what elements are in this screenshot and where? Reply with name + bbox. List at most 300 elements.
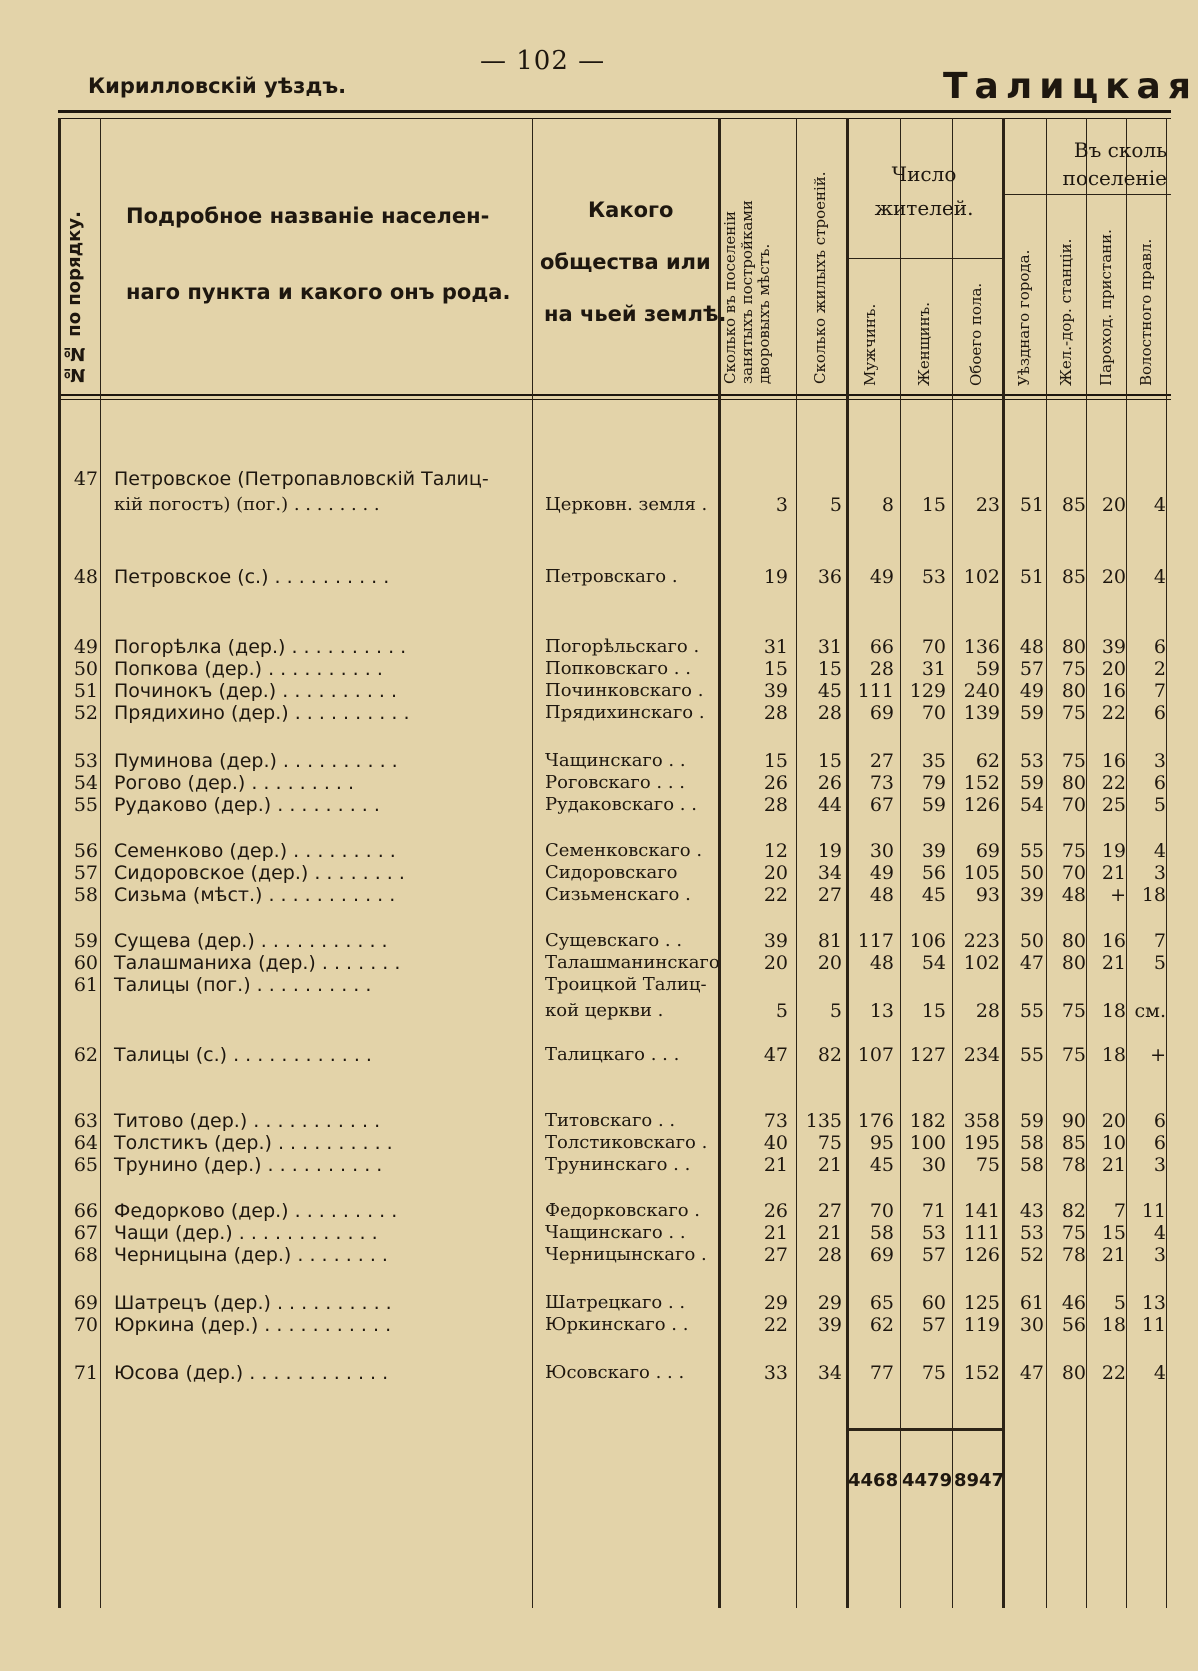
cell-w: 71 xyxy=(921,1200,946,1222)
cell-m: 8 xyxy=(881,494,894,516)
cell-t: 111 xyxy=(963,1222,1000,1244)
cell-y: 39 xyxy=(763,680,788,702)
cell-d2: 78 xyxy=(1061,1154,1086,1176)
row-place-name: Прядихино (дер.) . . . . . . . . . . xyxy=(114,702,410,724)
cell-m: 111 xyxy=(857,680,894,702)
cell-t: 358 xyxy=(963,1110,1000,1132)
cell-d1: 55 xyxy=(1019,840,1044,862)
cell-d1: 50 xyxy=(1019,930,1044,952)
row-number: 67 xyxy=(73,1222,98,1244)
cell-d4: 11 xyxy=(1141,1200,1166,1222)
row-place-name: Талашманиха (дер.) . . . . . . . xyxy=(114,952,401,974)
cell-d2: 75 xyxy=(1061,702,1086,724)
cell-m: 176 xyxy=(857,1110,894,1132)
cell-t: 234 xyxy=(963,1044,1000,1066)
header-d-rail: Жел.-дор. станцiи. xyxy=(1057,238,1075,386)
cell-d2: 85 xyxy=(1061,494,1086,516)
row-place-name: Рогово (дер.) . . . . . . . . . xyxy=(114,772,355,794)
row-society: Юсовскаго . . . xyxy=(545,1362,685,1383)
cell-y: 40 xyxy=(763,1132,788,1154)
total-men: 4468 xyxy=(848,1470,899,1491)
cell-m: 28 xyxy=(869,658,894,680)
header-num: №№ по порядку. xyxy=(64,211,85,385)
row-society: Погорѣльскаго . xyxy=(545,636,700,657)
cell-d3: 15 xyxy=(1101,1222,1126,1244)
row-number: 69 xyxy=(73,1292,98,1314)
cell-d1: 58 xyxy=(1019,1132,1044,1154)
cell-m: 62 xyxy=(869,1314,894,1336)
cell-m: 107 xyxy=(857,1044,894,1066)
cell-d1: 55 xyxy=(1019,1044,1044,1066)
cell-m: 66 xyxy=(869,636,894,658)
cell-d4: 6 xyxy=(1153,1110,1166,1132)
cell-b: 44 xyxy=(817,794,842,816)
row-number: 53 xyxy=(73,750,98,772)
cell-d1: 43 xyxy=(1019,1200,1044,1222)
cell-d3: 18 xyxy=(1101,1044,1126,1066)
row-society: Починковскаго . xyxy=(545,680,704,701)
row-society: Сущевскаго . . xyxy=(545,930,683,951)
cell-d4: 13 xyxy=(1141,1292,1166,1314)
cell-d3: 22 xyxy=(1101,702,1126,724)
row-number: 55 xyxy=(73,794,98,816)
row-place-name: Починокъ (дер.) . . . . . . . . . . xyxy=(114,680,398,702)
cell-d3: 16 xyxy=(1101,930,1126,952)
cell-y: 22 xyxy=(763,884,788,906)
cell-y: 21 xyxy=(763,1154,788,1176)
cell-d4: 4 xyxy=(1153,566,1166,588)
row-place-name: Попкова (дер.) . . . . . . . . . . xyxy=(114,658,383,680)
row-society: Петровскаго . xyxy=(545,566,678,587)
row-number: 66 xyxy=(73,1200,98,1222)
cell-d1: 61 xyxy=(1019,1292,1044,1314)
row-society: Черницынскаго . xyxy=(545,1244,707,1265)
row-place-name: Чащи (дер.) . . . . . . . . . . . . xyxy=(114,1222,378,1244)
row-place-name: Талицы (с.) . . . . . . . . . . . . xyxy=(114,1044,372,1066)
cell-d3: 21 xyxy=(1101,1154,1126,1176)
cell-y: 15 xyxy=(763,750,788,772)
cell-d4: 6 xyxy=(1153,702,1166,724)
cell-y: 47 xyxy=(763,1044,788,1066)
header-buildings: Сколько жилыхъ строенiй. xyxy=(811,171,829,384)
row-society: Рудаковскаго . . xyxy=(545,794,697,815)
row-number: 58 xyxy=(73,884,98,906)
row-number: 56 xyxy=(73,840,98,862)
cell-t: 93 xyxy=(975,884,1000,906)
cell-t: 141 xyxy=(963,1200,1000,1222)
row-number: 64 xyxy=(73,1132,98,1154)
row-society: Толстиковскаго . xyxy=(545,1132,708,1153)
cell-m: 49 xyxy=(869,862,894,884)
cell-y: 73 xyxy=(763,1110,788,1132)
cell-y: 39 xyxy=(763,930,788,952)
cell-w: 54 xyxy=(921,952,946,974)
cell-m: 49 xyxy=(869,566,894,588)
row-place-name: Петровское (Петропавловскiй Талиц- xyxy=(114,468,489,490)
cell-b: 27 xyxy=(817,1200,842,1222)
cell-d2: 75 xyxy=(1061,1044,1086,1066)
cell-d4: 5 xyxy=(1153,952,1166,974)
cell-d1: 58 xyxy=(1019,1154,1044,1176)
cell-y: 3 xyxy=(775,494,788,516)
cell-t: 119 xyxy=(963,1314,1000,1336)
cell-d4: 3 xyxy=(1153,862,1166,884)
cell-d1: 47 xyxy=(1019,1362,1044,1384)
row-number: 68 xyxy=(73,1244,98,1266)
header-name-2: наго пункта и какого онъ рода. xyxy=(126,280,511,304)
cell-m: 65 xyxy=(869,1292,894,1314)
row-place-name: Петровское (с.) . . . . . . . . . . xyxy=(114,566,390,588)
cell-w: 53 xyxy=(921,1222,946,1244)
cell-d1: 59 xyxy=(1019,702,1044,724)
cell-d4: 5 xyxy=(1153,794,1166,816)
cell-d2: 80 xyxy=(1061,772,1086,794)
cell-t: 23 xyxy=(975,494,1000,516)
cell-b: 34 xyxy=(817,1362,842,1384)
row-place-name: Шатрецъ (дер.) . . . . . . . . . . xyxy=(114,1292,392,1314)
cell-d2: 70 xyxy=(1061,862,1086,884)
row-society: Талашманинскаго xyxy=(545,952,720,973)
volost-title: Талицкая xyxy=(943,66,1198,107)
cell-b: 135 xyxy=(805,1110,842,1132)
cell-d2: 75 xyxy=(1061,1000,1086,1022)
cell-d3: 7 xyxy=(1113,1200,1126,1222)
cell-b: 5 xyxy=(829,1000,842,1022)
cell-d3: 21 xyxy=(1101,862,1126,884)
row-place-name: Черницына (дер.) . . . . . . . . xyxy=(114,1244,388,1266)
cell-w: 53 xyxy=(921,566,946,588)
cell-b: 82 xyxy=(817,1044,842,1066)
cell-d4: 4 xyxy=(1153,1362,1166,1384)
row-place-name: Сизьма (мѣст.) . . . . . . . . . . . xyxy=(114,884,396,906)
cell-d1: 51 xyxy=(1019,494,1044,516)
cell-y: 21 xyxy=(763,1222,788,1244)
header-society-2: общества или xyxy=(540,250,711,274)
cell-d1: 47 xyxy=(1019,952,1044,974)
cell-b: 20 xyxy=(817,952,842,974)
row-society: Шатрецкаго . . xyxy=(545,1292,686,1313)
col-line xyxy=(532,118,533,1608)
row-place-name: Пуминова (дер.) . . . . . . . . . . xyxy=(114,750,398,772)
cell-d4: 4 xyxy=(1153,1222,1166,1244)
cell-d4: 3 xyxy=(1153,1154,1166,1176)
cell-b: 19 xyxy=(817,840,842,862)
row-society: Роговскаго . . . xyxy=(545,772,686,793)
cell-b: 15 xyxy=(817,750,842,772)
cell-d2: 85 xyxy=(1061,566,1086,588)
district-title: Кирилловскiй уѣздъ. xyxy=(88,74,347,98)
cell-m: 69 xyxy=(869,702,894,724)
cell-w: 45 xyxy=(921,884,946,906)
cell-d1: 53 xyxy=(1019,1222,1044,1244)
cell-b: 39 xyxy=(817,1314,842,1336)
cell-t: 195 xyxy=(963,1132,1000,1154)
cell-m: 73 xyxy=(869,772,894,794)
cell-y: 26 xyxy=(763,1200,788,1222)
cell-t: 125 xyxy=(963,1292,1000,1314)
cell-m: 117 xyxy=(857,930,894,952)
cell-w: 100 xyxy=(909,1132,946,1154)
row-number: 60 xyxy=(73,952,98,974)
cell-b: 34 xyxy=(817,862,842,884)
header-d-town: Уѣзднаго города. xyxy=(1015,249,1033,386)
cell-b: 75 xyxy=(817,1132,842,1154)
cell-d4: 4 xyxy=(1153,494,1166,516)
cell-d3: 16 xyxy=(1101,680,1126,702)
row-society: Юркинскаго . . xyxy=(545,1314,689,1335)
cell-w: 60 xyxy=(921,1292,946,1314)
row-society: Трунинскаго . . xyxy=(545,1154,691,1175)
cell-b: 27 xyxy=(817,884,842,906)
cell-d3: 19 xyxy=(1101,840,1126,862)
cell-w: 75 xyxy=(921,1362,946,1384)
cell-y: 31 xyxy=(763,636,788,658)
cell-d4: + xyxy=(1150,1044,1166,1066)
cell-w: 31 xyxy=(921,658,946,680)
row-place-name: Сидоровское (дер.) . . . . . . . . xyxy=(114,862,405,884)
cell-y: 28 xyxy=(763,702,788,724)
cell-d2: 56 xyxy=(1061,1314,1086,1336)
cell-d3: 22 xyxy=(1101,772,1126,794)
cell-d4: 4 xyxy=(1153,840,1166,862)
cell-y: 29 xyxy=(763,1292,788,1314)
cell-t: 126 xyxy=(963,794,1000,816)
cell-m: 27 xyxy=(869,750,894,772)
header-both: Обоего пола. xyxy=(967,282,985,386)
row-society: Талицкаго . . . xyxy=(545,1044,680,1065)
cell-d2: 80 xyxy=(1061,1362,1086,1384)
cell-d3: 25 xyxy=(1101,794,1126,816)
row-number: 50 xyxy=(73,658,98,680)
cell-y: 22 xyxy=(763,1314,788,1336)
cell-t: 62 xyxy=(975,750,1000,772)
cell-t: 102 xyxy=(963,952,1000,974)
cell-d2: 75 xyxy=(1061,658,1086,680)
cell-w: 15 xyxy=(921,494,946,516)
cell-d4: 3 xyxy=(1153,750,1166,772)
row-number: 65 xyxy=(73,1154,98,1176)
cell-m: 45 xyxy=(869,1154,894,1176)
cell-y: 27 xyxy=(763,1244,788,1266)
row-number: 47 xyxy=(73,468,98,490)
row-society: Чащинскаго . . xyxy=(545,1222,686,1243)
row-place-name: Толстикъ (дер.) . . . . . . . . . . xyxy=(114,1132,393,1154)
row-number: 71 xyxy=(73,1362,98,1384)
top-rule xyxy=(58,110,1171,113)
cell-d2: 75 xyxy=(1061,840,1086,862)
cell-w: 129 xyxy=(909,680,946,702)
cell-d3: 18 xyxy=(1101,1314,1126,1336)
cell-y: 20 xyxy=(763,862,788,884)
cell-w: 15 xyxy=(921,1000,946,1022)
cell-b: 28 xyxy=(817,702,842,724)
cell-w: 182 xyxy=(909,1110,946,1132)
total-women: 4479 xyxy=(902,1470,953,1491)
row-number: 49 xyxy=(73,636,98,658)
cell-d4: 11 xyxy=(1141,1314,1166,1336)
cell-d1: 48 xyxy=(1019,636,1044,658)
row-society: Чащинскаго . . xyxy=(545,750,686,771)
cell-m: 77 xyxy=(869,1362,894,1384)
header-society-1: Какого xyxy=(588,198,674,222)
cell-d3: 20 xyxy=(1101,1110,1126,1132)
cell-t: 126 xyxy=(963,1244,1000,1266)
row-place-name: Юркина (дер.) . . . . . . . . . . . xyxy=(114,1314,392,1336)
cell-w: 127 xyxy=(909,1044,946,1066)
cell-d1: 55 xyxy=(1019,1000,1044,1022)
row-number: 52 xyxy=(73,702,98,724)
cell-t: 139 xyxy=(963,702,1000,724)
col-line xyxy=(100,118,101,1608)
row-number: 54 xyxy=(73,772,98,794)
header-women: Женщинъ. xyxy=(915,302,933,386)
cell-d1: 49 xyxy=(1019,680,1044,702)
row-place-name: Юсова (дер.) . . . . . . . . . . . . xyxy=(114,1362,389,1384)
header-men: Мужчинъ. xyxy=(861,303,879,386)
cell-d4: 6 xyxy=(1153,772,1166,794)
cell-d3: 20 xyxy=(1101,566,1126,588)
distance-rule xyxy=(1002,194,1171,195)
cell-m: 48 xyxy=(869,884,894,906)
cell-d1: 59 xyxy=(1019,772,1044,794)
row-society: Троицкой Талиц- xyxy=(545,974,707,995)
cell-t: 152 xyxy=(963,772,1000,794)
cell-b: 31 xyxy=(817,636,842,658)
cell-m: 69 xyxy=(869,1244,894,1266)
cell-d2: 48 xyxy=(1061,884,1086,906)
cell-y: 26 xyxy=(763,772,788,794)
cell-t: 75 xyxy=(975,1154,1000,1176)
cell-d2: 90 xyxy=(1061,1110,1086,1132)
cell-w: 39 xyxy=(921,840,946,862)
cell-y: 19 xyxy=(763,566,788,588)
row-society: Прядихинскаго . xyxy=(545,702,705,723)
cell-d1: 59 xyxy=(1019,1110,1044,1132)
cell-b: 29 xyxy=(817,1292,842,1314)
cell-y: 15 xyxy=(763,658,788,680)
cell-t: 28 xyxy=(975,1000,1000,1022)
row-number: 70 xyxy=(73,1314,98,1336)
cell-w: 59 xyxy=(921,794,946,816)
cell-d3: 20 xyxy=(1101,494,1126,516)
row-place-name-cont: кiй погостъ) (пог.) . . . . . . . . xyxy=(114,494,380,515)
cell-d1: 52 xyxy=(1019,1244,1044,1266)
cell-d4: 6 xyxy=(1153,1132,1166,1154)
cell-b: 45 xyxy=(817,680,842,702)
row-society-cont: кой церкви . xyxy=(545,1000,664,1021)
cell-d4: 3 xyxy=(1153,1244,1166,1266)
cell-d2: 80 xyxy=(1061,636,1086,658)
cell-d1: 51 xyxy=(1019,566,1044,588)
cell-y: 28 xyxy=(763,794,788,816)
cell-d3: 20 xyxy=(1101,658,1126,680)
cell-d4: 2 xyxy=(1153,658,1166,680)
cell-d4: 7 xyxy=(1153,680,1166,702)
cell-t: 240 xyxy=(963,680,1000,702)
row-society: Сидоровскаго xyxy=(545,862,678,883)
cell-d2: 80 xyxy=(1061,680,1086,702)
cell-t: 69 xyxy=(975,840,1000,862)
page-number: — 102 — xyxy=(480,46,606,76)
row-number: 57 xyxy=(73,862,98,884)
cell-b: 28 xyxy=(817,1244,842,1266)
cell-t: 59 xyxy=(975,658,1000,680)
total-both: 8947 xyxy=(954,1470,1005,1491)
cell-d2: 75 xyxy=(1061,750,1086,772)
cell-d2: 78 xyxy=(1061,1244,1086,1266)
row-society: Церковн. земля . xyxy=(545,494,708,515)
row-number: 51 xyxy=(73,680,98,702)
cell-d1: 30 xyxy=(1019,1314,1044,1336)
cell-d1: 53 xyxy=(1019,750,1044,772)
cell-w: 57 xyxy=(921,1314,946,1336)
cell-d3: 16 xyxy=(1101,750,1126,772)
header-distance-1: Въ сколь xyxy=(1073,138,1167,162)
cell-m: 13 xyxy=(869,1000,894,1022)
row-place-name: Талицы (пог.) . . . . . . . . . . xyxy=(114,974,372,996)
row-society: Титовскаго . . xyxy=(545,1110,676,1131)
cell-y: 5 xyxy=(775,1000,788,1022)
cell-d2: 80 xyxy=(1061,952,1086,974)
row-society: Федорковскаго . xyxy=(545,1200,701,1221)
cell-d2: 46 xyxy=(1061,1292,1086,1314)
cell-m: 95 xyxy=(869,1132,894,1154)
cell-y: 20 xyxy=(763,952,788,974)
cell-b: 81 xyxy=(817,930,842,952)
cell-t: 105 xyxy=(963,862,1000,884)
cell-d2: 85 xyxy=(1061,1132,1086,1154)
cell-m: 48 xyxy=(869,952,894,974)
row-number: 63 xyxy=(73,1110,98,1132)
row-number: 61 xyxy=(73,974,98,996)
cell-b: 36 xyxy=(817,566,842,588)
row-place-name: Сущева (дер.) . . . . . . . . . . . xyxy=(114,930,388,952)
cell-d2: 80 xyxy=(1061,930,1086,952)
row-society: Семенковскаго . xyxy=(545,840,703,861)
cell-w: 79 xyxy=(921,772,946,794)
cell-w: 70 xyxy=(921,636,946,658)
cell-w: 35 xyxy=(921,750,946,772)
cell-t: 136 xyxy=(963,636,1000,658)
cell-y: 12 xyxy=(763,840,788,862)
cell-d1: 54 xyxy=(1019,794,1044,816)
cell-d2: 82 xyxy=(1061,1200,1086,1222)
cell-m: 67 xyxy=(869,794,894,816)
cell-d4: см. xyxy=(1134,1000,1166,1022)
cell-b: 21 xyxy=(817,1222,842,1244)
cell-m: 30 xyxy=(869,840,894,862)
row-place-name: Федорково (дер.) . . . . . . . . . xyxy=(114,1200,398,1222)
row-place-name: Погорѣлка (дер.) . . . . . . . . . . xyxy=(114,636,407,658)
cell-w: 30 xyxy=(921,1154,946,1176)
cell-d1: 57 xyxy=(1019,658,1044,680)
header-society-3: на чьей землѣ. xyxy=(544,302,727,326)
row-place-name: Титово (дер.) . . . . . . . . . . . xyxy=(114,1110,381,1132)
cell-d2: 75 xyxy=(1061,1222,1086,1244)
header-inhabitants-1: Число xyxy=(891,162,957,186)
header-d-volost: Волостного правл. xyxy=(1137,238,1155,386)
cell-d3: 10 xyxy=(1101,1132,1126,1154)
cell-b: 5 xyxy=(829,494,842,516)
header-yards: Сколько въ поселенiи занятыхъ постройками дворовыхъ мѣстъ. xyxy=(721,200,773,384)
cell-d3: 18 xyxy=(1101,1000,1126,1022)
row-number: 59 xyxy=(73,930,98,952)
cell-d2: 70 xyxy=(1061,794,1086,816)
cell-d3: + xyxy=(1110,884,1126,906)
cell-m: 58 xyxy=(869,1222,894,1244)
cell-t: 152 xyxy=(963,1362,1000,1384)
cell-d1: 50 xyxy=(1019,862,1044,884)
